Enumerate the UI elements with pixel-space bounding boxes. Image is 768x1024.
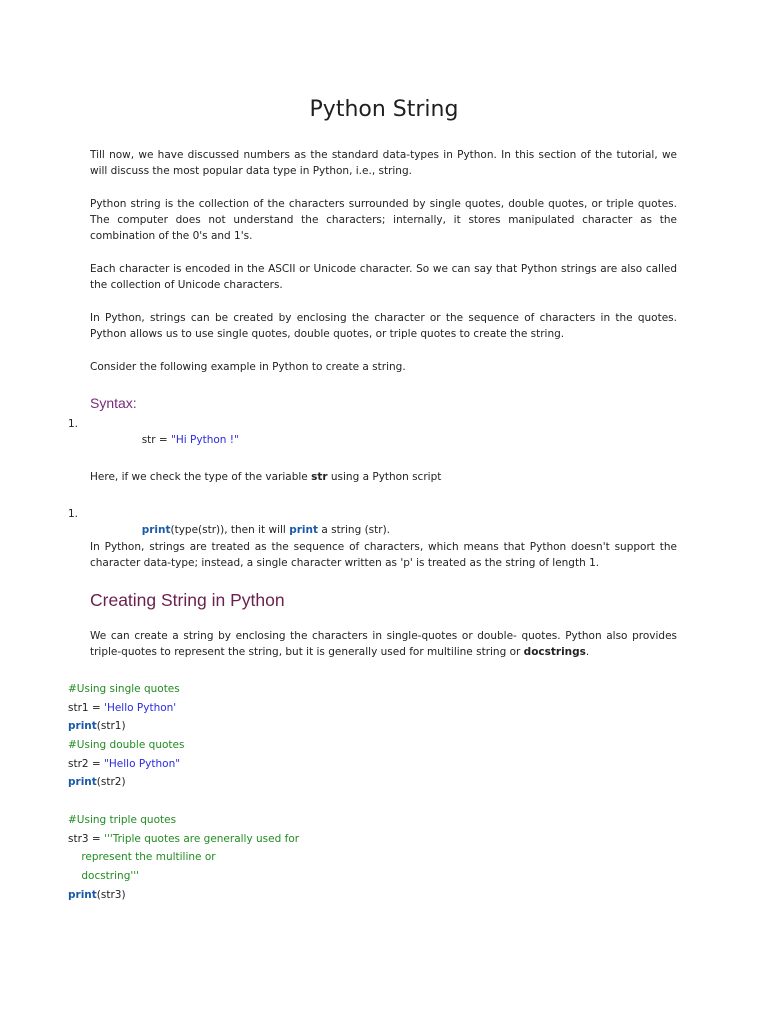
encoding-paragraph: Each character is encoded in the ASCII or Unicode character. So we can say that Python strings are also called the collection of Unicode characters. [90, 263, 677, 291]
code-text: a string (str). [317, 524, 391, 536]
code-text: (str2) [96, 776, 126, 789]
code-line [68, 886, 299, 905]
code-string: 'Hello Python' [104, 701, 177, 714]
code-text: (str1) [96, 720, 126, 733]
creating-paragraph [90, 628, 677, 660]
syntax-code [135, 416, 239, 448]
creating-text: We can create a string by enclosing the characters in single-quotes or double- quotes. Python also provides triple-quotes to represent the string, but it is generally used for multiline string or [90, 630, 677, 658]
type-check-text-after: using a Python script [327, 471, 442, 483]
code-keyword: print [141, 524, 171, 536]
code-text: str3 = [68, 832, 105, 845]
code-string: "Hello Python" [104, 757, 181, 770]
list-number: 1. [68, 508, 79, 520]
intro-paragraph: Till now, we have discussed numbers as the standard data-types in Python. In this section of the tutorial, we will discuss the most popular data type in Python, i.e., string. [90, 149, 677, 177]
code-line [68, 773, 299, 792]
code-keyword: print [289, 524, 318, 536]
type-check-paragraph [90, 469, 677, 485]
code-line [68, 717, 299, 736]
code-string: '''Triple quotes are generally used for [104, 832, 300, 845]
code-comment: #Using double quotes [68, 739, 185, 752]
creating-bold: docstrings [523, 646, 586, 658]
code-comment: #Using triple quotes [68, 813, 177, 826]
code-line [68, 755, 299, 774]
type-check-text: Here, if we check the type of the variable [90, 471, 312, 483]
code-block [68, 680, 299, 904]
code-keyword: print [68, 776, 97, 789]
code-keyword: print [68, 720, 97, 733]
code-text: str1 = [68, 701, 105, 714]
section-heading: Creating String in Python [90, 590, 285, 610]
code-string: "Hi Python !" [171, 434, 239, 446]
code-text: (type(str)), then it will [170, 524, 290, 536]
definition-paragraph: Python string is the collection of the characters surrounded by single quotes, double quotes, or triple quotes. The computer does not understand the characters; internally, it stores manipulated character as the combination of the 0's and 1's. [90, 198, 677, 242]
syntax-heading: Syntax: [90, 395, 137, 411]
creation-paragraph: In Python, strings can be created by enclosing the character or the sequence of characters in the quotes. Python allows us to use single quotes, double quotes, or triple quotes to create the string. [90, 312, 677, 340]
type-example-code [135, 506, 390, 538]
char-paragraph: In Python, strings are treated as the sequence of characters, which means that Python doesn't support the character data-type; instead, a single character written as 'p' is treated as the string of length 1. [90, 541, 677, 569]
code-line [68, 830, 299, 849]
example-intro-paragraph: Consider the following example in Python to create a string. [90, 361, 406, 373]
code-text: (str3) [96, 888, 126, 901]
list-number: 1. [68, 418, 79, 430]
code-line [68, 699, 299, 718]
page-title: Python String [309, 97, 459, 122]
type-check-bold: str [311, 471, 328, 483]
code-comment: #Using single quotes [68, 683, 180, 695]
code-text: str = [141, 434, 172, 446]
code-blank-line [68, 792, 299, 811]
code-string-continuation: represent the multiline or [68, 851, 216, 864]
code-text: str2 = [68, 757, 105, 770]
creating-end: . [585, 646, 590, 658]
code-string-continuation: docstring''' [68, 869, 140, 882]
code-keyword: print [68, 888, 97, 901]
